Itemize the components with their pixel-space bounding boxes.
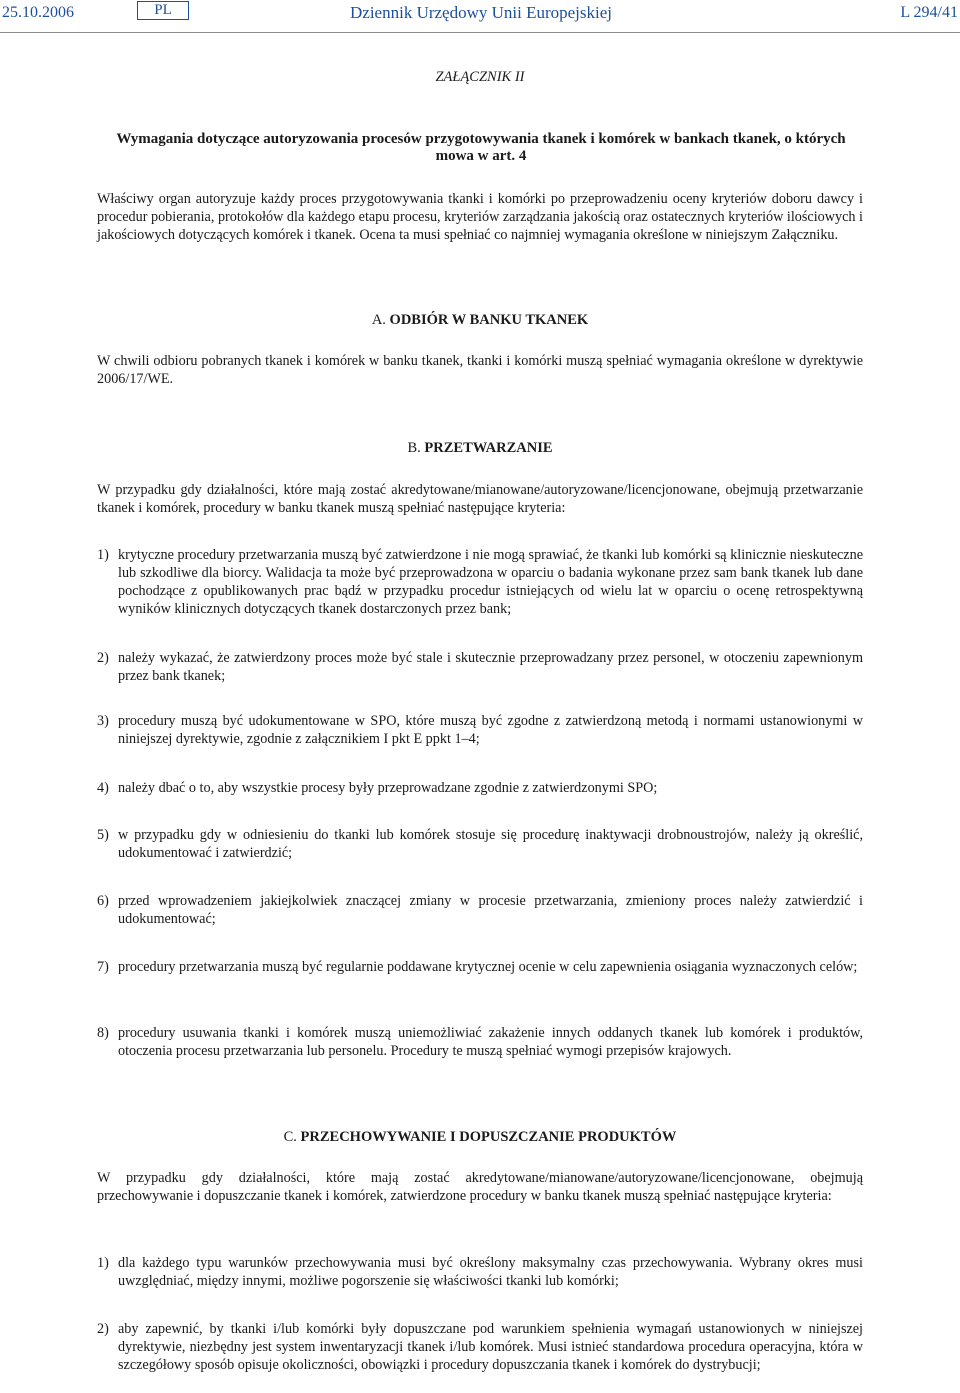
section-b-heading [0, 439, 960, 457]
item-number: 3) [97, 713, 109, 729]
item-text: należy dbać o to, aby wszystkie procesy były przeprowadzane zgodnie z zatwierdzonymi SPO; [118, 780, 658, 796]
intro-paragraph: Właściwy organ autoryzuje każdy proces przygotowywania tkanki i komórki po przeprowadzeniu oceny kryteriów doboru dawcy i procedur pobierania, protokołów dla każdego etapu procesu, kryteriów zarządzania jakością oraz ostatecznych kryteriów ilościowych i jakościowych dotyczących komórek i tkanek. Ocena ta musi spełniać co najmniej wymagania określone w niniejszym Załączniku. [97, 191, 863, 243]
item-text: procedury przetwarzania muszą być regularnie poddawane krytycznej ocenie w celu zapewnienia osiągania wyznaczonych celów; [118, 959, 858, 975]
item-text: procedury usuwania tkanki i komórek muszą uniemożliwiać zakażenie innych oddanych tkanek lub komórek i produktów, otoczenia procesu przetwarzania lub personelu. Procedury te muszą spełniać wymogi przepisów krajowych. [118, 1025, 863, 1059]
item-text: procedury muszą być udokumentowane w SPO, które muszą być zgodne z zatwierdzoną metodą i normami ustanowionymi w niniejszej dyrektywie, zgodnie z załącznikiem I pkt E ppkt 1–4; [118, 713, 863, 747]
publication-date: 25.10.2006 [2, 4, 74, 21]
item-number: 5) [97, 827, 109, 843]
section-c-text: W przypadku gdy działalności, które mają zostać akredytowane/mianowane/autoryzowane/licencjonowane, obejmują przechowywanie i dopuszczanie tkanek i komórek, zatwierdzone procedury w banku tkanek muszą spełniać następujące kryteria: [97, 1170, 863, 1204]
section-b-title: PRZETWARZANIE [424, 440, 553, 456]
section-b-item-6 [97, 892, 863, 928]
item-text: należy wykazać, że zatwierdzony proces może być stale i skutecznie przeprowadzany przez personel, w otoczeniu zapewnionym przez bank tkanek; [118, 650, 863, 684]
header-divider [0, 32, 960, 33]
section-c-title: PRZECHOWYWANIE I DOPUSZCZANIE PRODUKTÓW [300, 1129, 677, 1145]
language-badge: PL [137, 1, 189, 20]
section-c-item-2 [97, 1320, 863, 1374]
item-number: 7) [97, 959, 109, 975]
section-b-item-3 [97, 712, 863, 748]
section-b-item-4 [97, 779, 863, 797]
section-a-title: ODBIÓR W BANKU TKANEK [389, 312, 589, 328]
section-b-item-1 [97, 546, 863, 618]
journal-title: Dziennik Urzędowy Unii Europejskiej [350, 3, 613, 22]
section-b-item-7 [97, 958, 863, 976]
section-b-item-2 [97, 649, 863, 685]
item-number: 1) [97, 547, 109, 563]
item-text: przed wprowadzeniem jakiejkolwiek znaczącej zmiany w procesie przetwarzania, zmieniony proces należy zatwierdzić i udokumentować; [118, 893, 863, 927]
annex-label: ZAŁĄCZNIK II [435, 69, 525, 85]
section-a-text: W chwili odbioru pobranych tkanek i komórek w banku tkanek, tkanki i komórki muszą spełniać wymagania określone w dyrektywie 2006/17/WE. [97, 353, 863, 387]
item-number: 6) [97, 893, 109, 909]
item-number: 4) [97, 780, 109, 796]
section-b-item-8 [97, 1024, 863, 1060]
section-a-heading [0, 311, 960, 329]
document-title: Wymagania dotyczące autoryzowania procesów przygotowywania tkanek i komórek w bankach tkanek, o których mowa w art. 4 [116, 131, 846, 164]
section-c-item-1 [97, 1254, 863, 1290]
section-b-letter: B. [407, 440, 421, 456]
section-c-letter: C. [283, 1129, 297, 1145]
item-text: krytyczne procedury przetwarzania muszą być zatwierdzone i nie mogą sprawiać, że tkanki lub komórki są klinicznie nieskuteczne lub szkodliwe dla biorcy. Walidacja ta może być przeprowadzona w oparciu o badania wykonane przez sam bank tkanek lub dane pochodzące z opublikowanych prac bądź w przypadku procedur istniejących od wielu lat w oparciu o ocenę retrospektywną wyników klinicznych dotyczących tkanek dostarczonych przez bank; [118, 547, 863, 617]
item-number: 1) [97, 1255, 109, 1271]
page-reference: L 294/41 [900, 4, 958, 21]
item-text: w przypadku gdy w odniesieniu do tkanki lub komórek stosuje się procedurę inaktywacji drobnoustrojów, należy ją określić, udokumentować i zatwierdzić; [118, 827, 863, 861]
page-header [0, 0, 960, 34]
section-c-heading [0, 1128, 960, 1146]
item-number: 8) [97, 1025, 109, 1041]
section-a-letter: A. [371, 312, 386, 328]
item-text: aby zapewnić, by tkanki i/lub komórki były dopuszczane pod warunkiem spełnienia wymagań ustanowionych w niniejszej dyrektywie, niezbędny jest system inwentaryzacji tkanek i/lub komórek. Musi istnieć standardowa procedura operacyjna, która w szczegółowy sposób opisuje okoliczności, obowiązki i procedury dopuszczania tkanek i komórek do dystrybucji; [118, 1321, 863, 1373]
section-b-text: W przypadku gdy działalności, które mają zostać akredytowane/mianowane/autoryzowane/licencjonowane, obejmują przetwarzanie tkanek i komórek, procedury w banku tkanek muszą spełniać następujące kryteria: [97, 482, 863, 516]
item-text: dla każdego typu warunków przechowywania musi być określony maksymalny czas przechowywania. Wybrany okres musi uwzględniać, między innymi, możliwe pogorszenie się właściwości tkanki lub komórki; [118, 1255, 863, 1289]
item-number: 2) [97, 650, 109, 666]
item-number: 2) [97, 1321, 109, 1337]
section-b-item-5 [97, 826, 863, 862]
